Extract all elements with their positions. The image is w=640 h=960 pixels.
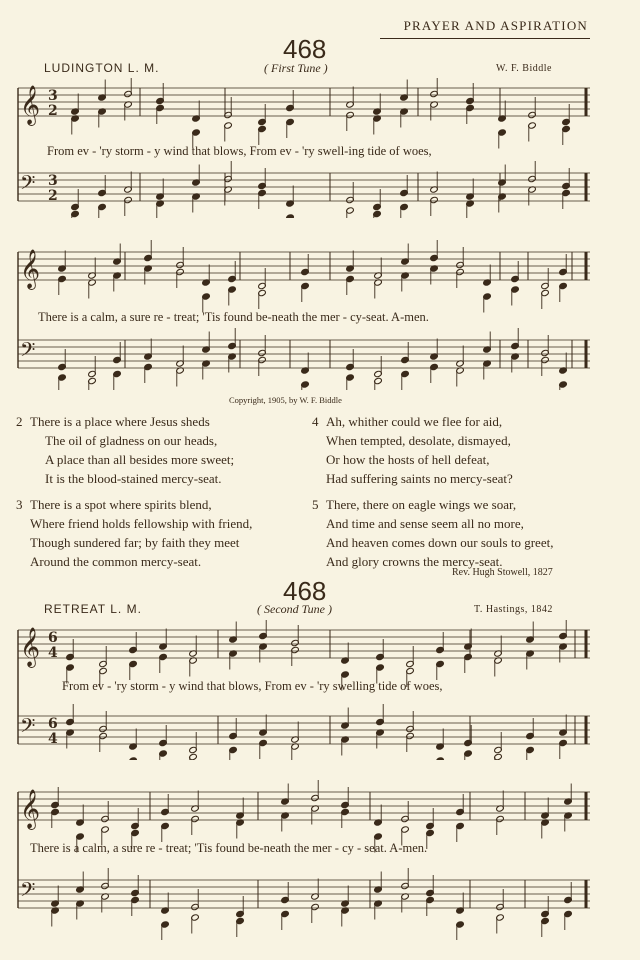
lyric-line-second-2: There is a calm, a sure re - treat; 'Tis found be-neath the mer - cy - seat. A-men. [30,841,428,855]
stanza-line: There is a spot where spirits blend, [30,497,212,512]
stanza-number: 4 [312,414,319,429]
stanza-line: Around the common mercy-seat. [30,554,202,569]
section-title: PRAYER AND ASPIRATION [403,18,588,33]
svg-text:𝄢: 𝄢 [20,714,36,742]
stanza-line: Where friend holds fellowship with friend, [30,516,253,531]
svg-text:6: 6 [48,716,58,732]
tune-note-second: ( Second Tune ) [257,602,332,616]
stanza-line: And heaven comes down our souls to greet, [326,535,554,550]
svg-text:3: 3 [48,173,58,189]
tune-note-first: ( First Tune ) [264,61,328,75]
tune-name-second: RETREAT L. M. [44,602,142,616]
stanza-line: The oil of gladness on our heads, [45,433,218,448]
music-system-4 [0,780,640,940]
composer-first: W. F. Biddle [496,63,552,74]
stanza-line: Though sundered far; by faith they meet [30,535,240,550]
stanza-number: 3 [16,497,23,512]
hymn-number-first: 468 [283,34,327,64]
stanza-5 [312,495,554,571]
svg-text:𝄢: 𝄢 [20,878,36,906]
svg-text:𝄞: 𝄞 [20,249,41,289]
stanza-number: 5 [312,497,319,512]
svg-text:6: 6 [48,630,58,646]
svg-text:4: 4 [48,731,58,747]
stanza-line: And glory crowns the mercy-seat. [326,554,503,569]
text-author: Rev. Hugh Stowell, 1827 [452,567,553,578]
stanza-line: There, there on eagle wings we soar, [326,497,517,512]
svg-text:𝄞: 𝄞 [20,789,41,829]
stanza-line: Ah, whither could we flee for aid, [326,414,503,429]
stanza-line: And time and sense seem all no more, [326,516,524,531]
stanza-line: A place than all besides more sweet; [45,452,235,467]
stanza-3 [16,495,253,571]
stanza-line: When tempted, desolate, dismayed, [326,433,511,448]
lyric-line-first-1: From ev - 'ry storm - y wind that blows, From ev - 'ry swell-ing tide of woes, [47,144,432,158]
stanza-line: Or how the hosts of hell defeat, [326,452,490,467]
tune-name-first: LUDINGTON L. M. [44,61,160,75]
hymn-number-second: 468 [283,576,327,606]
svg-text:2: 2 [48,103,58,119]
svg-text:𝄞: 𝄞 [20,627,41,667]
stanza-number: 2 [16,414,23,429]
composer-second: T. Hastings, 1842 [474,604,553,615]
svg-text:4: 4 [48,645,58,661]
stanza-line: It is the blood-stained mercy-seat. [45,471,222,486]
svg-text:2: 2 [48,188,58,204]
copyright-notice: Copyright, 1905, by W. F. Biddle [229,395,342,405]
lyric-line-first-2: There is a calm, a sure re - treat; 'Tis found be-neath the mer - cy-seat. A-men. [38,310,429,324]
lyric-line-second-1: From ev - 'ry storm - y wind that blows, From ev - 'ry swelling tide of woes, [62,679,443,693]
svg-text:3: 3 [48,88,58,104]
stanza-4 [312,412,513,488]
stanza-2 [16,412,235,488]
stanza-line: Had suffering saints no mercy-seat? [326,471,513,486]
section-title-rule [380,38,590,39]
svg-text:𝄢: 𝄢 [20,338,36,366]
svg-text:𝄞: 𝄞 [20,85,41,125]
svg-text:𝄢: 𝄢 [20,171,36,199]
stanza-line: There is a place where Jesus sheds [30,414,210,429]
